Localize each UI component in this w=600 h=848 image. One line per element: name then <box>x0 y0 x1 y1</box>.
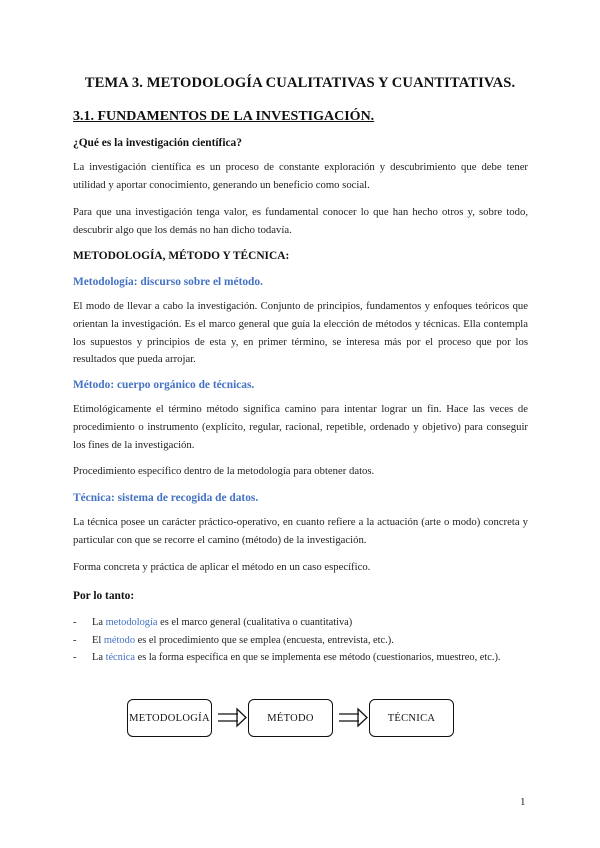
tecnica-heading: Técnica: sistema de recogida de datos. <box>73 492 259 504</box>
list-item: - La metodología es el marco general (cualitativa o cuantitativa) <box>73 614 501 632</box>
bullet-dash: - <box>73 634 77 646</box>
tecnica-summary: Forma concreta y práctica de aplicar el método en un caso específico. <box>73 561 371 573</box>
bullet-dash: - <box>73 617 77 628</box>
metodo-heading: Método: cuerpo orgánico de técnicas. <box>73 379 255 391</box>
list-item: - El método es el procedimiento que se emplea (encuesta, entrevista, etc.). <box>73 632 501 650</box>
conclusion-list <box>73 614 501 667</box>
value-paragraph: Para que una investigación tenga valor, es fundamental conocer lo que han hecho otros y, sobre todo, descubrir algo que los demás no han dicho todavía. <box>73 206 528 236</box>
term-metodologia: metodología <box>105 617 158 628</box>
metodologia-heading: Metodología: discurso sobre el método. <box>73 276 263 288</box>
diagram-box-metodo: MÉTODO <box>248 699 333 737</box>
list-item: - La técnica es la forma específica en que se implementa ese método (cuestionarios, muestreo, etc.). <box>73 649 501 667</box>
page-number: 1 <box>520 796 526 808</box>
diagram-box-metodologia: METODOLOGÍA <box>127 699 212 737</box>
tecnica-paragraph: La técnica posee un carácter práctico-operativo, en cuanto refiere a la actuación (arte o modo) concreta y particular con que se recorre el camino (método) de la investigación. <box>73 516 528 546</box>
metodo-summary: Procedimiento específico dentro de la metodología para obtener datos. <box>73 465 375 477</box>
bullet-dash: - <box>73 652 77 663</box>
definition-paragraph: La investigación científica es un proceso de constante exploración y descubrimiento que debe tener utilidad y aportar conocimiento, generando un beneficio como social. <box>73 161 528 191</box>
metodologia-paragraph: El modo de llevar a cabo la investigación. Conjunto de principios, fundamentos y enfoques teóricos que orientan la investigación. Es el marco general que guía la elección de métodos y técnicas. Ella contempla los supuestos y principios de esta y, en primer término, se interesa más por el proceso que por los resultados que pueda arrojar. <box>73 300 528 366</box>
conclusion-heading: Por lo tanto: <box>73 590 135 602</box>
document-title: TEMA 3. METODOLOGÍA CUALITATIVAS Y CUANTITATIVAS. <box>84 75 516 91</box>
double-arrow-icon <box>218 709 246 726</box>
metodo-paragraph: Etimológicamente el término método significa camino para intentar lograr un fin. Hace las veces de procedimiento o instrumento (explícito, regular, racional, repetible, ordenado y objetivo) para conseguir los fines de la investigación. <box>73 403 528 451</box>
term-metodo: método <box>103 634 136 646</box>
diagram-box-tecnica: TÉCNICA <box>369 699 454 737</box>
question-heading: ¿Qué es la investigación científica? <box>73 137 242 149</box>
term-tecnica: técnica <box>105 652 135 663</box>
methodology-method-technique-heading: METODOLOGÍA, MÉTODO Y TÉCNICA: <box>73 250 290 262</box>
section-heading: 3.1. FUNDAMENTOS DE LA INVESTIGACIÓN. <box>73 109 375 124</box>
double-arrow-icon <box>339 709 367 726</box>
